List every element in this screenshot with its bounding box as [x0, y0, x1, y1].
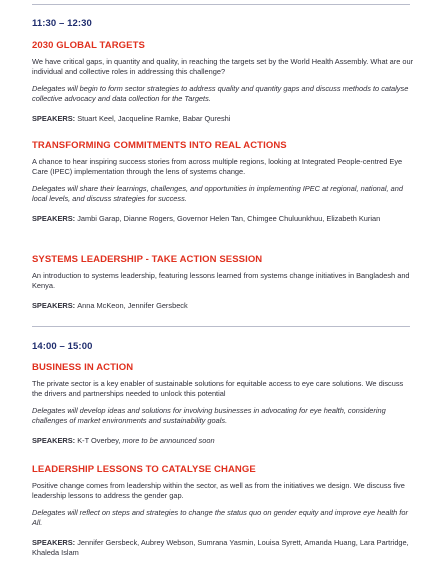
speakers-note: more to be announced soon [122, 435, 215, 445]
session-title: BUSINESS IN ACTION [32, 362, 134, 373]
speakers-list: Anna McKeon, Jennifer Gersbeck [77, 300, 188, 310]
speakers-list: Jennifer Gersbeck, Aubrey Webson, Sumrana Yasmin, Louisa Syrett, Amanda Huang, Lara Partridge, Khaleda Islam [32, 537, 409, 558]
session-title: LEADERSHIP LESSONS TO CATALYSE CHANGE [32, 464, 256, 475]
session-delegates-note: Delegates will begin to form sector strategies to address quality and quantity gaps and discuss methods to catalyse collective advocacy and data collection for the Targets. [32, 83, 409, 104]
session-speakers: SPEAKERS: Anna McKeon, Jennifer Gersbeck [32, 300, 188, 310]
speakers-label: SPEAKERS [32, 300, 73, 310]
session-speakers: SPEAKERS: Jennifer Gersbeck, Aubrey Webson, Sumrana Yasmin, Louisa Syrett, Amanda Huang, Lara Partridge, Khaleda Islam [32, 537, 409, 558]
session-transforming-commitments [32, 140, 414, 230]
session-delegates-note: Delegates will share their learnings, challenges, and opportunities in implementing IPEC at regional, national, and local levels, and discuss strategies for success. [32, 183, 403, 204]
speakers-list: Stuart Keel, Jacqueline Ramke, Babar Qureshi [77, 113, 231, 123]
session-speakers: SPEAKERS: K-T Overbey, more to be announced soon [32, 435, 215, 445]
speakers-label: SPEAKERS [32, 537, 73, 547]
session-title: TRANSFORMING COMMITMENTS INTO REAL ACTIONS [32, 140, 287, 151]
session-description: Positive change comes from leadership within the sector, as well as from the initiatives we design. We discuss five leadership lessons to address the gender gap. [32, 481, 405, 501]
speakers-list: K-T Overbey, [77, 435, 123, 445]
session-speakers: SPEAKERS: Stuart Keel, Jacqueline Ramke, Babar Qureshi [32, 113, 231, 123]
session-description: We have critical gaps, in quantity and quality, in reaching the targets set by the World Health Assembly. What are our individual and collective roles in addressing this challenge? [32, 57, 414, 77]
session-title: SYSTEMS LEADERSHIP - TAKE ACTION SESSION [32, 254, 263, 265]
session-systems-leadership [32, 254, 414, 317]
session-global-targets [32, 40, 414, 130]
divider-middle [32, 326, 410, 327]
session-delegates-note: Delegates will develop ideas and solutions for involving businesses in advocating for eye health, considering challenges of market environments and sustainability goals. [32, 405, 386, 426]
divider-top [32, 4, 410, 5]
session-speakers: SPEAKERS: Jambi Garap, Dianne Rogers, Governor Helen Tan, Chimgee Chuluunkhuu, Elizabeth Kurian [32, 213, 381, 223]
session-delegates-note: Delegates will reflect on steps and strategies to change the status quo on gender equity and improve eye health for All. [32, 507, 408, 528]
session-description: A chance to hear inspiring success stories from across multiple regions, looking at Integrated People-centred Eye Care (IPEC) implementation through the lens of systems change. [32, 157, 403, 177]
time-slot-heading: 11:30 – 12:30 [32, 18, 92, 29]
session-leadership-lessons [32, 464, 414, 564]
session-business-in-action [32, 362, 414, 452]
session-description: An introduction to systems leadership, featuring lessons learned from systems change initiatives in Bangladesh and Kenya. [32, 271, 410, 291]
session-description: The private sector is a key enabler of sustainable solutions for equitable access to eye care solutions. We discuss the drivers and partnerships needed to unlock this potential [32, 379, 404, 399]
speakers-label: SPEAKERS [32, 435, 73, 445]
time-slot-heading: 14:00 – 15:00 [32, 341, 93, 352]
session-title: 2030 GLOBAL TARGETS [32, 40, 145, 51]
speakers-list: Jambi Garap, Dianne Rogers, Governor Helen Tan, Chimgee Chuluunkhuu, Elizabeth Kurian [77, 213, 381, 223]
speakers-label: SPEAKERS [32, 113, 73, 123]
speakers-label: SPEAKERS [32, 213, 73, 223]
